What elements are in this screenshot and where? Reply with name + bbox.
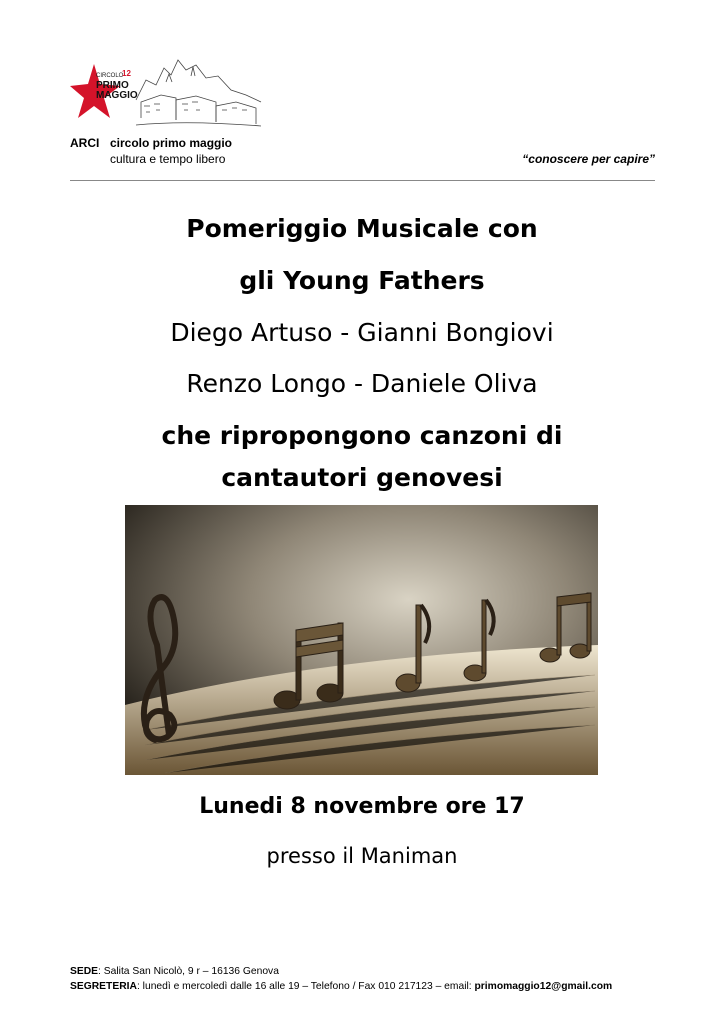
event-date: Lunedi 8 novembre ore 17: [199, 794, 525, 819]
event-description-line-2: cantautori genovesi: [221, 463, 503, 492]
event-venue: presso il Maniman: [266, 844, 458, 868]
org-name: ARCI: [70, 136, 100, 150]
club-logo: [66, 40, 266, 135]
logo-primo-text: PRIMO: [96, 80, 129, 91]
segreteria-hours: : lunedì e mercoledì dalle 16 alle 19 – Telefono / Fax 010 217123 – email:: [136, 981, 475, 992]
sede-address: : Salita San Nicolò, 9 r – 16136 Genova: [98, 966, 279, 977]
sede-label: SEDE: [70, 966, 99, 977]
header-divider: [70, 180, 655, 181]
logo-circolo-text: CIRCOLO: [96, 73, 124, 79]
segreteria-label: SEGRETERIA: [70, 981, 137, 992]
event-description-line-1: che ripropongono canzoni di: [161, 421, 563, 450]
footer-contacts: [70, 964, 670, 994]
club-name: circolo primo maggio: [110, 136, 233, 150]
village-sketch-illustration: [66, 40, 266, 135]
event-title-line-2: gli Young Fathers: [239, 266, 485, 295]
footer-sede-line: [70, 964, 670, 979]
event-title-line-1: Pomeriggio Musicale con: [186, 214, 538, 243]
performers-line-2: Renzo Longo - Daniele Oliva: [186, 369, 538, 398]
club-motto: “conoscere per capire”: [522, 152, 655, 166]
logo-number-text: 12: [122, 69, 131, 78]
logo-maggio-text: MAGGIO: [96, 90, 138, 101]
footer-segreteria-line: [70, 979, 670, 994]
club-subtitle: cultura e tempo libero: [110, 152, 226, 166]
music-notes-photo: [125, 505, 598, 775]
contact-email-link[interactable]: primomaggio12@gmail.com: [474, 981, 613, 992]
performers-line-1: Diego Artuso - Gianni Bongiovi: [170, 318, 554, 347]
